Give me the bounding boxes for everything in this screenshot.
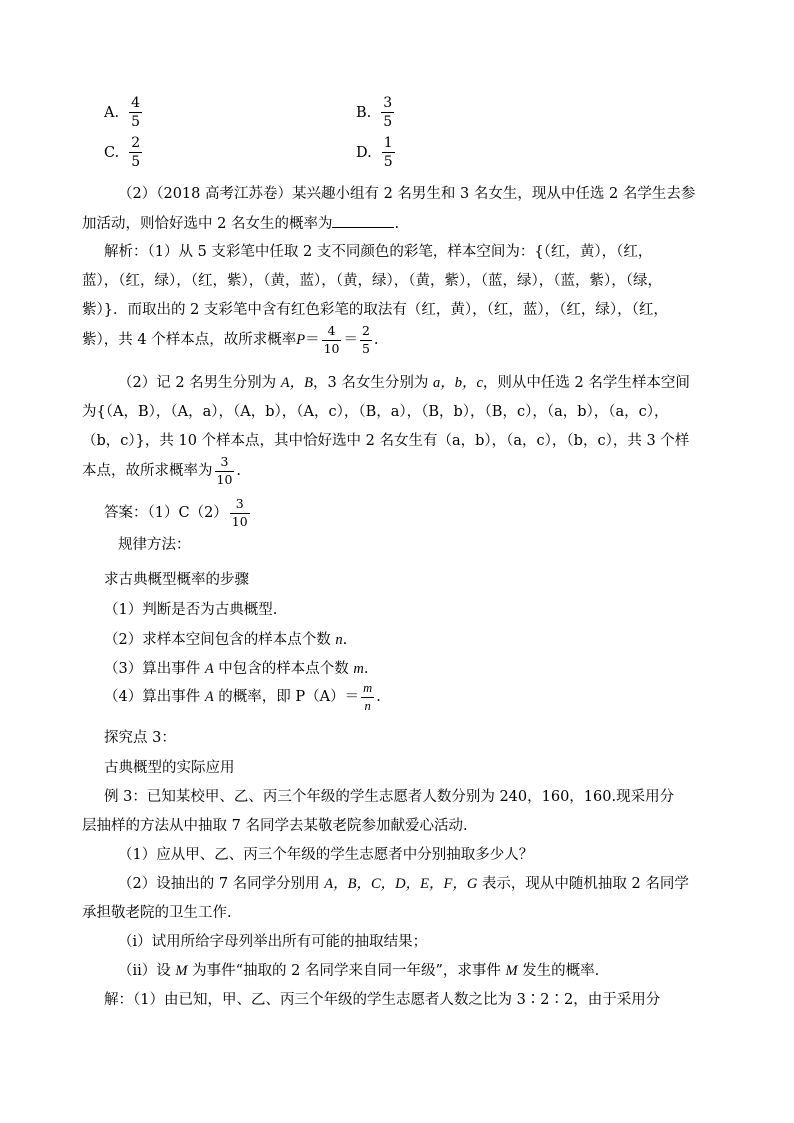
- option-a-denominator: 5: [131, 114, 141, 130]
- step-4-text-a: （4）算出事件: [104, 689, 205, 705]
- step-4-fraction: [361, 682, 374, 712]
- female-vars: a，b，c: [432, 375, 483, 391]
- fraction-numerator: 4: [327, 323, 336, 338]
- step-3-var: A: [204, 661, 214, 677]
- sub-2-text-b: 为事件“抽取的 2 名同学来自同一年级”，求事件: [187, 963, 506, 979]
- method-title: 求古典概型概率的步骤: [104, 572, 249, 588]
- fraction-numerator: m: [363, 681, 373, 695]
- analysis2-line-2-prefix: 为{（: [82, 404, 113, 420]
- male-vars: A，B: [280, 375, 313, 391]
- option-a-label: A.: [104, 104, 120, 121]
- analysis-line-2: 蓝），（红，绿），（红，紫），（黄，蓝），（黄，绿），（黄，紫），（蓝，绿），（蓝，紫），（绿，: [82, 273, 662, 289]
- example-q2-line-2: 承担敬老院的卫生工作.: [82, 905, 232, 921]
- option-c-numerator: 2: [131, 135, 141, 151]
- q2-line-1: （2）（2018 高考江苏卷）某兴趣小组有 2 名男生和 3 名女生，现从中任选 2 名学生去参: [118, 186, 696, 202]
- analysis2-line-3: （b，c）}，共 10 个样本点，其中恰好选中 2 名女生有（a，b），（a，c），（b，c），共 3 个样: [82, 433, 690, 449]
- fraction-numerator: 3: [235, 496, 244, 511]
- option-d-numerator: 1: [383, 135, 393, 151]
- method-step-3: [104, 659, 369, 679]
- fraction-3-10: [215, 456, 235, 486]
- solution-line-1: 解：（1）由已知，甲、乙、丙三个年级的学生志愿者人数之比为 3∶2∶2，由于采用分: [104, 992, 661, 1008]
- option-c-label: C.: [104, 144, 120, 161]
- fraction-4-10: [322, 325, 342, 355]
- option-c-denominator: 5: [131, 154, 141, 170]
- analysis-line-3: 紫）}．而取出的 2 支彩笔中含有红色彩笔的取法有（红，黄），（红，蓝），（红，绿），（红，: [82, 302, 668, 318]
- period: .: [376, 689, 381, 705]
- method-step-2: [104, 630, 347, 650]
- option-b-denominator: 5: [383, 114, 393, 130]
- step-3-text-a: （3）算出事件: [104, 661, 205, 677]
- sample-space-list: A，B），（A，a），（A，b），（A，c），（B，a），（B，b），（B，c），（a，b），（a，c），: [112, 404, 669, 420]
- step-3-var-m: m: [353, 661, 364, 677]
- answer-blank: [332, 213, 394, 228]
- q2-period: .: [394, 216, 400, 232]
- option-a-numerator: 4: [131, 95, 141, 111]
- option-b-fraction: [381, 96, 394, 129]
- equals-sign: ＝: [343, 332, 358, 348]
- option-a: [104, 96, 144, 129]
- option-b: [356, 96, 396, 129]
- fraction-denominator: 10: [323, 340, 340, 356]
- analysis2-line-2: [82, 402, 669, 422]
- example-line-2: 层抽样的方法从中抽取 7 名同学去某敬老院参加献爱心活动.: [82, 818, 468, 834]
- option-b-numerator: 3: [383, 95, 393, 111]
- period: .: [236, 463, 242, 479]
- analysis2-text-a: （2）记 2 名男生分别为: [118, 375, 281, 391]
- period: .: [373, 332, 379, 348]
- answer-line: [104, 498, 252, 528]
- answer-fraction: [230, 498, 250, 528]
- method-step-4: [104, 682, 381, 712]
- q2-text-a: （2）设抽出的 7 名同学分别用: [118, 876, 325, 892]
- step-2-text: （2）求样本空间包含的样本点个数: [104, 632, 336, 648]
- q2-text-b: 表示，现从中随机抽取 2 名同学: [477, 876, 689, 892]
- option-c: [104, 136, 144, 169]
- analysis2-line-4-text: 本点，故所求概率为: [82, 463, 213, 479]
- method-heading: 规律方法：: [118, 537, 191, 553]
- q2-line-2-text: 加活动，则恰好选中 2 名女生的概率为: [82, 216, 333, 232]
- example-sub-2: [118, 961, 599, 981]
- option-c-fraction: [129, 136, 142, 169]
- event-var: M: [505, 963, 518, 979]
- step-4-text-b: 的概率，即: [213, 689, 296, 705]
- sub-2-text-a: （ⅱ）设: [118, 963, 176, 979]
- fraction-2-5: [360, 325, 372, 355]
- sub-2-text-c: 发生的概率.: [517, 963, 600, 979]
- fraction-numerator: 2: [361, 323, 370, 338]
- step-4-var: A: [204, 689, 214, 705]
- fraction-numerator: 3: [220, 454, 229, 469]
- option-d-fraction: [382, 136, 395, 169]
- probability-var: P: [296, 332, 306, 348]
- answer-text: 答案：（1）C（2）: [104, 505, 228, 521]
- student-vars: A，B，C，D，E，F，G: [324, 876, 478, 892]
- example-sub-1: （ⅰ）试用所给字母列举出所有可能的抽取结果；: [118, 934, 428, 950]
- step-3-text-b: 中包含的样本点个数: [213, 661, 354, 677]
- explore-heading: 探究点 3：: [104, 730, 176, 746]
- option-d: [356, 136, 397, 169]
- method-step-1: （1）判断是否为古典概型.: [104, 602, 278, 618]
- analysis-line-1: 解析：（1）从 5 支彩笔中任取 2 支不同颜色的彩笔，样本空间为：{（红，黄），（红，: [104, 244, 653, 260]
- example-q1: （1）应从甲、乙、丙三个年级的学生志愿者中分别抽取多少人？: [118, 847, 534, 863]
- option-d-label: D.: [356, 144, 372, 161]
- fraction-denominator: 5: [361, 340, 370, 356]
- step-2-var: n: [335, 632, 343, 648]
- analysis2-text-b: ，3 名女生分别为: [313, 375, 433, 391]
- option-d-denominator: 5: [383, 154, 393, 170]
- event-var: M: [175, 963, 188, 979]
- period: .: [342, 632, 348, 648]
- fraction-denominator: n: [361, 697, 374, 713]
- analysis2-text-c: ，则从中任选 2 名学生样本空间: [482, 375, 690, 391]
- analysis-line-4: [82, 325, 379, 355]
- analysis2-line-4: [82, 456, 241, 486]
- explore-title: 古典概型的实际应用: [104, 760, 235, 776]
- option-b-label: B.: [356, 104, 372, 121]
- analysis2-line-1: [118, 373, 690, 393]
- step-4-prob: P（A）＝: [295, 689, 360, 705]
- equals-sign: ＝: [305, 332, 320, 348]
- q2-line-2: [82, 213, 399, 234]
- example-q2-line-1: [118, 874, 689, 894]
- example-line-1: 例 3：已知某校甲、乙、丙三个年级的学生志愿者人数分别为 240，160，160.现采用分: [104, 789, 675, 805]
- option-a-fraction: [129, 96, 142, 129]
- fraction-denominator: 10: [231, 513, 248, 529]
- analysis-line-4-text: 紫），共 4 个样本点，故所求概率: [82, 332, 297, 348]
- period: .: [363, 661, 369, 677]
- fraction-denominator: 10: [216, 471, 233, 487]
